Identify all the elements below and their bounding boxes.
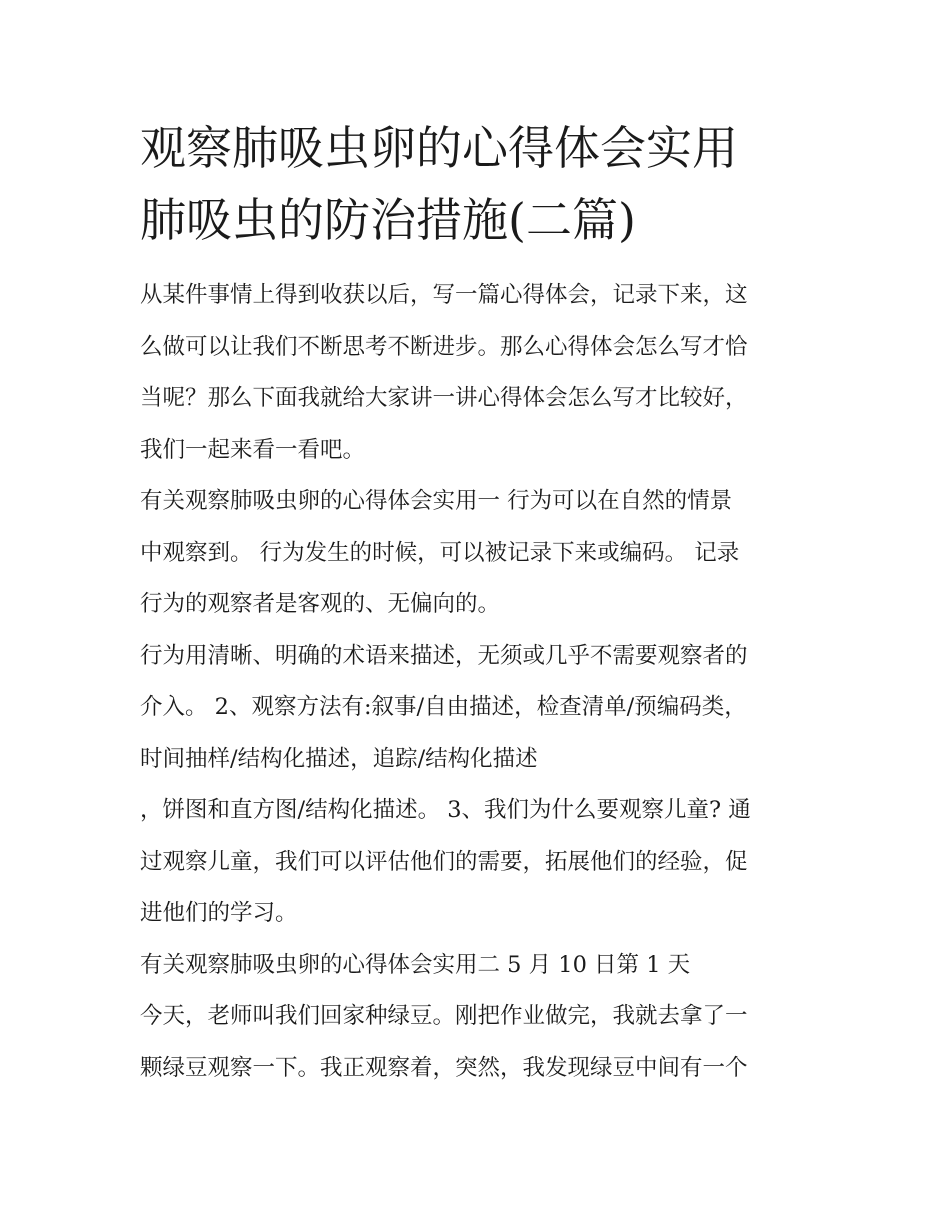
body-line-13: 进他们的学习。: [140, 900, 298, 926]
body-line-5: 有关观察肺吸虫卵的心得体会实用一 行为可以在自然的情景: [140, 488, 733, 514]
body-line-10: 时间抽样/结构化描述，追踪/结构化描述: [140, 745, 538, 772]
body-line-8: 行为用清晰、明确的术语来描述，无须或几乎不需要观察者的: [140, 642, 748, 669]
body-line-14: 有关观察肺吸虫卵的心得体会实用二 5 月 10 日第 1 天: [140, 951, 691, 978]
body-line-15: 今天，老师叫我们回家种绿豆。刚把作业做完，我就去拿了一: [140, 1003, 748, 1029]
body-line-3: 当呢？那么下面我就给大家讲一讲心得体会怎么写才比较好，: [140, 385, 748, 411]
body-line-6: 中观察到。 行为发生的时候，可以被记录下来或编码。 记录: [140, 539, 740, 566]
document-title: [140, 112, 830, 256]
body-line-7: 行为的观察者是客观的、无偏向的。: [140, 591, 501, 617]
title-line-2: 肺吸虫的防治措施(二篇): [140, 193, 636, 247]
body-line-2: 么做可以让我们不断思考不断进步。那么心得体会怎么写才恰: [140, 333, 748, 360]
body-line-12: 过观察儿童，我们可以评估他们的需要，拓展他们的经验，促: [140, 848, 748, 875]
body-line-1: 从某件事情上得到收获以后，写一篇心得体会，记录下来，这: [140, 282, 748, 308]
body-line-9: 介入。 2、观察方法有:叙事/自由描述，检查清单/预编码类，: [140, 694, 747, 720]
body-line-16: 颗绿豆观察一下。我正观察着，突然，我发现绿豆中间有一个: [140, 1054, 748, 1081]
document-page: [140, 112, 830, 1094]
document-body: [140, 270, 830, 1094]
body-line-4: 我们一起来看一看吧。: [140, 436, 366, 463]
title-line-1: 观察肺吸虫卵的心得体会实用: [140, 121, 738, 175]
body-line-11: ，饼图和直方图/结构化描述。 3、我们为什么要观察儿童? 通: [140, 797, 751, 823]
